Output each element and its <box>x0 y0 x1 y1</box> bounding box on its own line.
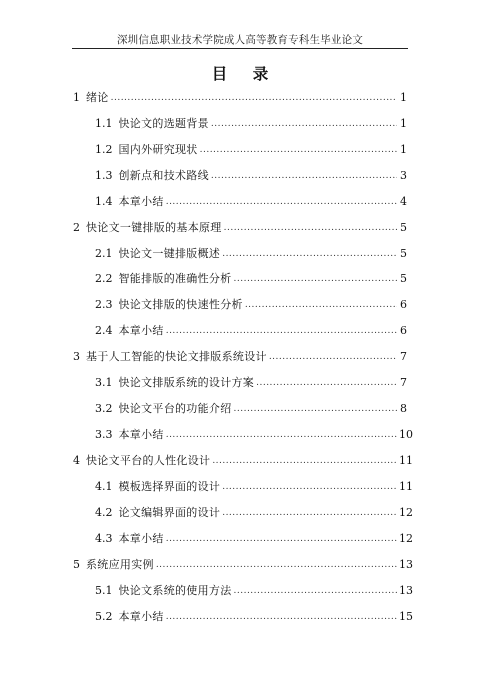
toc-page-number: 8 <box>400 402 407 415</box>
toc-number: 2 <box>73 221 80 234</box>
toc-number: 1.2 <box>95 143 113 156</box>
toc-page-number: 15 <box>399 610 413 623</box>
toc-heading: 本章小结 <box>118 324 164 337</box>
dot-leader <box>222 505 397 521</box>
dot-leader <box>166 194 397 210</box>
toc-number: 5.1 <box>95 584 113 597</box>
toc-number: 3.3 <box>95 428 113 441</box>
toc-entry-1-2[interactable] <box>95 142 407 158</box>
toc-heading: 创新点和技术路线 <box>118 169 209 182</box>
toc-number: 3.1 <box>95 376 113 389</box>
toc-entry-3-2[interactable] <box>95 401 407 417</box>
toc-heading: 绪论 <box>86 91 109 104</box>
toc-number: 2.4 <box>95 324 113 337</box>
dot-leader <box>212 453 397 469</box>
running-header: 深圳信息职业技术学院成人高等教育专科生毕业论文 <box>116 34 364 46</box>
toc-heading: 快论文平台的人性化设计 <box>86 454 211 467</box>
toc-page-number: 11 <box>399 454 413 467</box>
toc-heading: 基于人工智能的快论文排版系统设计 <box>86 350 267 363</box>
toc-number: 4.2 <box>95 506 113 519</box>
toc-heading: 国内外研究现状 <box>118 143 198 156</box>
toc-entry-1-4[interactable] <box>95 194 407 210</box>
dot-leader <box>234 271 398 287</box>
toc-page-number: 12 <box>399 506 413 519</box>
toc-entry-3[interactable] <box>73 349 407 365</box>
toc-entry-1-1[interactable] <box>95 116 407 132</box>
toc-entry-5-1[interactable] <box>95 583 413 599</box>
dot-leader <box>234 401 398 417</box>
toc-page-number: 12 <box>399 532 413 545</box>
toc-entry-4-3[interactable] <box>95 531 413 547</box>
toc-page-number: 6 <box>400 298 407 311</box>
toc-page-number: 5 <box>400 221 407 234</box>
toc-page-number: 7 <box>400 350 407 363</box>
toc-entry-5[interactable] <box>73 557 413 573</box>
toc-page-number: 4 <box>400 195 407 208</box>
dot-leader <box>222 479 397 495</box>
dot-leader <box>256 375 397 391</box>
toc-heading: 快论文排版的快速性分析 <box>118 298 243 311</box>
toc-number: 2.2 <box>95 272 113 285</box>
toc-heading: 快论文排版系统的设计方案 <box>118 376 255 389</box>
toc-entry-2[interactable] <box>73 220 407 236</box>
dot-leader <box>245 297 397 313</box>
toc-entry-2-2[interactable] <box>95 271 407 287</box>
dot-leader <box>269 349 397 365</box>
dot-leader <box>234 583 398 599</box>
toc-page-number: 1 <box>400 143 407 156</box>
dot-leader <box>211 116 397 132</box>
toc-entry-5-2[interactable] <box>95 609 413 625</box>
dot-leader <box>156 557 397 573</box>
toc-number: 2.3 <box>95 298 113 311</box>
dot-leader <box>222 246 397 262</box>
dot-leader <box>166 427 397 443</box>
toc-heading: 系统应用实例 <box>86 558 154 571</box>
toc-entry-2-3[interactable] <box>95 297 407 313</box>
toc-number: 1.4 <box>95 195 113 208</box>
header-divider <box>72 48 408 49</box>
toc-heading: 快论文一键排版概述 <box>118 247 221 260</box>
toc-heading: 快论文系统的使用方法 <box>118 584 232 597</box>
toc-number: 2.1 <box>95 247 113 260</box>
toc-title: 目 录 <box>211 65 279 83</box>
toc-page-number: 1 <box>400 117 407 130</box>
toc-heading: 本章小结 <box>118 428 164 441</box>
toc-entry-1-3[interactable] <box>95 168 407 184</box>
toc-page-number: 5 <box>400 272 407 285</box>
toc-number: 1 <box>73 91 80 104</box>
toc-page-number: 7 <box>400 376 407 389</box>
toc-entry-4-2[interactable] <box>95 505 413 521</box>
toc-entry-3-3[interactable] <box>95 427 413 443</box>
toc-heading: 快论文的选题背景 <box>118 117 209 130</box>
toc-entry-2-1[interactable] <box>95 246 407 262</box>
toc-number: 4.3 <box>95 532 113 545</box>
toc-number: 1.3 <box>95 169 113 182</box>
toc-page-number: 6 <box>400 324 407 337</box>
dot-leader <box>211 168 397 184</box>
toc-entry-2-4[interactable] <box>95 323 407 339</box>
toc-entry-3-1[interactable] <box>95 375 407 391</box>
toc-page-number: 3 <box>400 169 407 182</box>
toc-page-number: 1 <box>400 91 407 104</box>
toc-number: 3 <box>73 350 80 363</box>
toc-page-number: 13 <box>399 558 413 571</box>
dot-leader <box>166 531 397 547</box>
toc-heading: 快论文一键排版的基本原理 <box>86 221 222 234</box>
toc-number: 3.2 <box>95 402 113 415</box>
toc-entry-1[interactable] <box>73 90 407 106</box>
dot-leader <box>166 609 397 625</box>
toc-heading: 本章小结 <box>118 195 164 208</box>
toc-number: 1.1 <box>95 117 113 130</box>
toc-number: 5 <box>73 558 80 571</box>
toc-heading: 本章小结 <box>118 610 164 623</box>
toc-number: 4.1 <box>95 480 113 493</box>
dot-leader <box>224 220 397 236</box>
toc-entry-4[interactable] <box>73 453 413 469</box>
toc-page-number: 5 <box>400 247 407 260</box>
dot-leader <box>166 323 397 339</box>
toc-page-number: 13 <box>399 584 413 597</box>
dot-leader <box>111 90 397 106</box>
toc-entry-4-1[interactable] <box>95 479 413 495</box>
toc-number: 4 <box>73 454 80 467</box>
toc-heading: 模板选择界面的设计 <box>118 480 221 493</box>
toc-heading: 快论文平台的功能介绍 <box>118 402 232 415</box>
toc-page-number: 10 <box>399 428 413 441</box>
dot-leader <box>200 142 397 158</box>
toc-heading: 本章小结 <box>118 532 164 545</box>
toc-heading: 智能排版的准确性分析 <box>118 272 232 285</box>
toc-number: 5.2 <box>95 610 113 623</box>
toc-page-number: 11 <box>399 480 413 493</box>
toc-heading: 论文编辑界面的设计 <box>118 506 221 519</box>
